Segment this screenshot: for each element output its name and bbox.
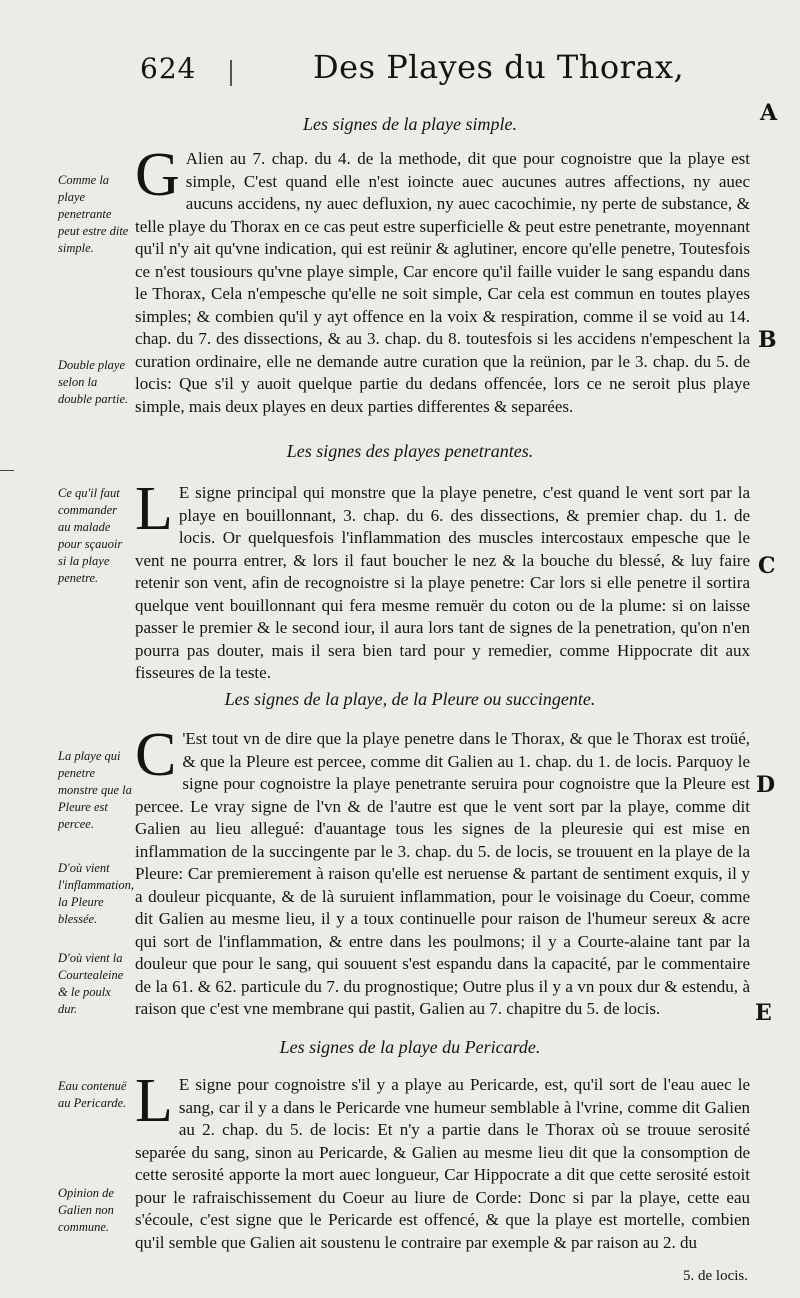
section-text: C 'Est tout vn de dire que la playe penetre dans le Thorax, & que le Thorax est troüé, & que la Pleure est percee, comme dit Galien au 1. chap. du 1. de locis. Parquoy le signe pour cognoistre la playe penetrante seruira pour cognoistre que la Pleure est percee. Le vray signe de l'vn & de l'autre est que le vent sort par la playe, comme dit Galien au lieu allegué: d'auantage tous les signes de la pleuresie qui est mise en inflammation de la succingente par le 3. chap. du 5. de locis, se trouuent en la playe de la Pleure: Car premierement à raison qu'elle est neruense & partant de sentiment exquis, il y a douleur picquante, & de là suruient inflammation, pour le voisinage du Coeur, comme dit Galien au mesme lieu, il y a toux continuelle pour raison de l'humeur sereux & acre qui sort de l'inflammation, & entre dans les poulmons; il y a Courte-alaine tant par la douleur que pour le sang, qui souuent s'est espandu dans la capacité, par le commentaire de la 61. & 62. particule du 7. du prognostique; Outre plus il y a vn poux dur & estendu, à raison que c'est vne membrane qui pastit, Galien au 7. chapitre du 5. de locis. — [135, 721, 750, 1018]
margin-note: Opinion de Galien non commune. — [58, 1186, 114, 1234]
margin-letter-e: E — [755, 1000, 772, 1026]
margin-note: Eau contenuë au Pericarde. — [58, 1079, 127, 1110]
running-title: Des Playes du Thorax, — [313, 48, 685, 86]
drop-cap: C — [135, 721, 177, 789]
margin-note: Ce qu'il faut commander au malade pour sçauoir si la playe penetre. — [58, 486, 123, 585]
page-number: 624 — [140, 52, 197, 85]
section-text: L E signe principal qui monstre que la playe penetre, c'est quand le vent sort par la playe en bouillonnant, 3. chap. du 6. des dissections, & premier chap. du 1. de locis. Or quelquesfois l'inflammation des muscles intercostaux empesche que le vent ne pourra entrer, & lors il faut boucher le nez & la bouche du blessé, & luy faire retenir son vent, afin de recognoistre si la playe penetre: Car lors si elle penetre il sortira quelque vent bouillonnant qui fera mesme remuër du coton ou de la plume: si on laisse passer le premier & le second iour, il aura lors tant de signes de la penetration, qu'on n'en pourra pas douter, mais il sera bien tard pour y remedier, comme Hippocrate dit aux fisseures de la teste. — [135, 475, 750, 682]
section-heading: Les signes de la playe simple. — [303, 114, 517, 134]
margin-note: La playe qui penetre monstre que la Pleure est percee. — [58, 749, 132, 831]
margin-note: D'où vient l'inflammation, la Pleure blessée. — [58, 861, 134, 926]
edge-tick — [0, 470, 14, 471]
margin-letter-c: C — [758, 553, 776, 579]
section-text: G Alien au 7. chap. du 4. de la methode, dit que pour cognoistre que la playe est simple, C'est quand elle n'est ioincte auec aucunes autres affections, ny auec aucuns accidens, ny auec defluxion, ny auec cacochimie, ny perte de substance, & telle playe du Thorax en ce cas peut estre superficielle & peut estre penetrante, moyennant qu'il n'y ait qu'vne indication, qui est reünir & aglutiner, encore qu'elle penetre, Toutesfois ce n'est tousiours qu'vne playe simple, Car encore qu'il faille vuider le sang espandu dans le Thorax, Cela n'empesche qu'elle ne soit simple, Car cela est commun en toutes playes simples; & combien qu'il y ayt offence en la voix & respiration, comme il se void au 14. chap. du 7. des dissections, & au 3. chap. du 8. toutesfois si les accidens n'empeschent la curation ordinaire, elle ne demande autre curation que la reünion, par le 3. chap. du 5. de locis: Que s'il y auoit quelque partie du dedans offencée, lors ce ne seroit plus playe simple, mais deux playes en deux parties differentes & separées. — [135, 141, 750, 416]
margin-note: Double playe selon la double partie. — [58, 358, 129, 406]
section-heading: Les signes de la playe, de la Pleure ou succingente. — [224, 689, 596, 709]
margin-letter-b: B — [758, 327, 777, 353]
margin-note: D'où vient la Courtealeine & le poulx dur. — [58, 951, 124, 1016]
margin-letter-a: A — [760, 100, 778, 126]
catchword: 5. de locis. — [683, 1268, 748, 1284]
margin-note: Comme la playe penetrante peut estre dite simple. — [58, 173, 129, 255]
drop-cap: L — [135, 1067, 173, 1135]
section-text: L E signe pour cognoistre s'il y a playe au Pericarde, est, qu'il sort de l'eau auec le sang, car il y a dans le Pericarde vne humeur semblable à l'vrine, comme dit Galien au 2. chap. du 5. de locis: Et n'y a partie dans le Thorax où se trouue serosité separée du sang, sinon au Pericarde, & Galien au mesme lieu dit que la consomption de cette serosité apporte la mort auec longueur, Car Hippocrate a dit que cette serosité estoit pour le rafraischissement du Coeur au liure de Corde: Donc si par la playe, cette eau s'écoule, c'est signe que le Pericarde est offencé, & que la playe est mortelle, combien qu'il semble que Galien ait soustenu le contraire par exemple & par raison au 2. du — [135, 1067, 750, 1252]
drop-cap: L — [135, 475, 173, 543]
margin-letter-d: D — [756, 772, 776, 798]
rule-mark — [230, 60, 232, 86]
section-heading: Les signes de la playe du Pericarde. — [279, 1037, 541, 1057]
section-heading: Les signes des playes penetrantes. — [286, 441, 534, 461]
drop-cap: G — [135, 141, 180, 209]
